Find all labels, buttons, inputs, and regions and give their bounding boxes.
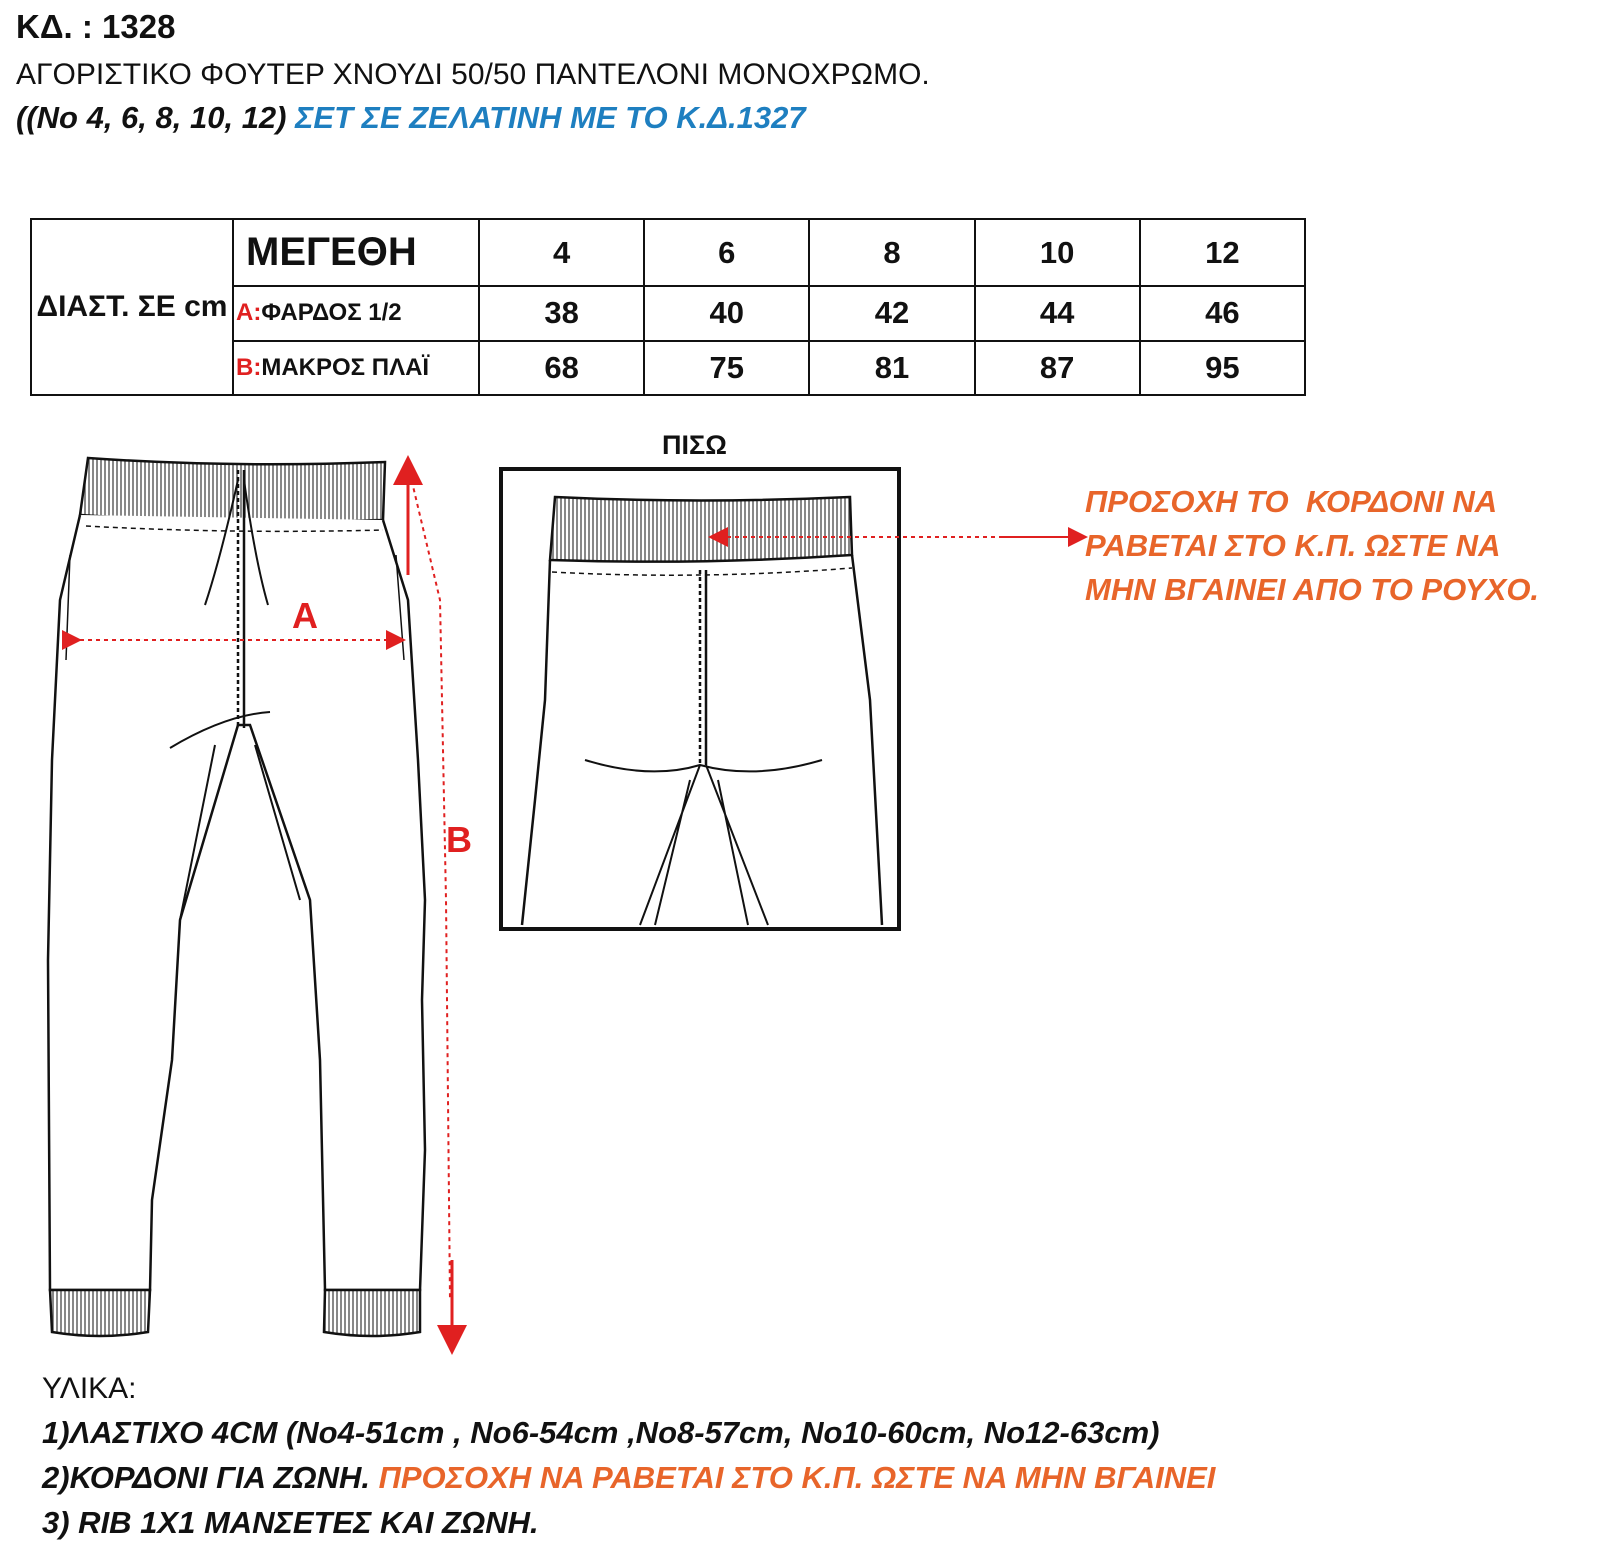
front-cuff-right <box>324 1290 420 1336</box>
size-header: ΜΕΓΕΘΗ <box>233 219 479 286</box>
materials-title: ΥΛΙΚΑ: <box>42 1372 137 1405</box>
value-cell: 95 <box>1140 341 1305 395</box>
value-cell: 68 <box>479 341 644 395</box>
value-cell: 42 <box>809 286 974 340</box>
row-letter: Β: <box>236 353 262 381</box>
front-cuff-left <box>50 1290 150 1336</box>
back-waistband <box>550 497 852 562</box>
front-waistband <box>80 458 385 522</box>
product-description: ΑΓΟΡΙΣΤΙΚΟ ΦΟΥΤΕΡ ΧΝΟΥΔΙ 50/50 ΠΑΝΤΕΛΟΝΙ ΜΟΝΟΧΡΩΜΟ. <box>16 58 930 91</box>
front-pants-drawing <box>48 458 425 1336</box>
front-outline <box>48 515 425 1290</box>
size-cell: 10 <box>975 219 1140 286</box>
warning-line: ΠΡΟΣΟΧΗ ΤΟ ΚΟΡΔΟΝΙ ΝΑ <box>1085 484 1498 519</box>
size-cell: 4 <box>479 219 644 286</box>
material-item-3: 3) RIB 1X1 ΜΑΝΣΕΤΕΣ ΚΑΙ ΖΩΝΗ. <box>42 1505 539 1540</box>
measure-a-label: A <box>292 595 318 636</box>
material-item-2-text: 2)ΚΟΡΔΟΝΙ ΓΙΑ ΖΩΝΗ. <box>42 1460 379 1495</box>
material-item-2 <box>42 1460 1215 1496</box>
material-item-2-warning: ΠΡΟΣΟΧΗ ΝΑ ΡΑΒΕΤΑΙ ΣΤΟ Κ.Π. ΩΣΤΕ ΝΑ ΜΗΝ ΒΓΑΙΝΕΙ <box>378 1460 1216 1495</box>
value-cell: 38 <box>479 286 644 340</box>
value-cell: 81 <box>809 341 974 395</box>
size-cell: 8 <box>809 219 974 286</box>
back-outline <box>522 555 882 925</box>
product-code: ΚΔ. : 1328 <box>16 8 176 45</box>
row-label: ΦΑΡΔΟΣ 1/2 <box>261 299 402 327</box>
measure-b-label: B <box>446 819 472 860</box>
warning-line: ΜΗΝ ΒΓΑΙΝΕΙ ΑΠΟ ΤΟ ΡΟΥΧΟ. <box>1085 572 1540 607</box>
warning-line: ΡΑΒΕΤΑΙ ΣΤΟ Κ.Π. ΩΣΤΕ ΝΑ <box>1085 528 1501 563</box>
back-view-label: ΠΙΣΩ <box>662 430 727 460</box>
warning-note <box>1085 480 1539 612</box>
material-item-1: 1)ΛΑΣΤΙΧΟ 4CM (Νο4-51cm , Νο6-54cm ,Νο8-57cm, Νο10-60cm, Νο12-63cm) <box>42 1415 1160 1450</box>
set-note: ΣΕΤ ΣΕ ΖΕΛΑΤΙΝΗ ΜΕ ΤΟ Κ.Δ.1327 <box>295 100 806 135</box>
size-cell: 12 <box>1140 219 1305 286</box>
value-cell: 44 <box>975 286 1140 340</box>
value-cell: 87 <box>975 341 1140 395</box>
value-cell: 40 <box>644 286 809 340</box>
size-cell: 6 <box>644 219 809 286</box>
value-cell: 75 <box>644 341 809 395</box>
row-label: ΜΑΚΡΟΣ ΠΛΑΪ <box>261 353 430 381</box>
value-cell: 46 <box>1140 286 1305 340</box>
dim-label: ΔΙΑΣΤ. ΣΕ cm <box>31 219 233 395</box>
sizes-prefix: ((Νο 4, 6, 8, 10, 12) <box>16 100 287 135</box>
row-letter: Α: <box>236 299 262 327</box>
